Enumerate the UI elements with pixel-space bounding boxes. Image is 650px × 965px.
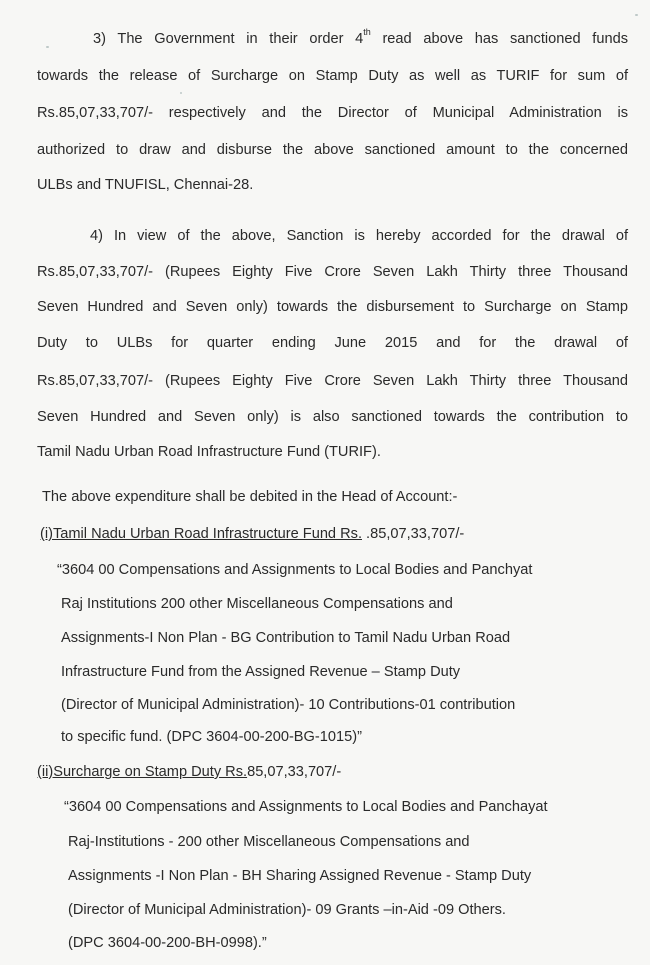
account-2-title: (ii)Surcharge on Stamp Duty Rs. xyxy=(37,764,248,780)
para3-line-5: ULBs and TNUFISL, Chennai-28. xyxy=(37,177,254,193)
scan-speck xyxy=(180,92,182,94)
account-1-line: Infrastructure Fund from the Assigned Revenue – Stamp Duty xyxy=(61,664,461,680)
para4-line-4: Duty to ULBs for quarter ending June 2015 and for the drawal of xyxy=(37,335,628,351)
para3-line-1: 3) The Government in their order 4th read above has sanctioned funds xyxy=(93,27,628,47)
account-2-line: “3604 00 Compensations and Assignments to Local Bodies and Panchayat xyxy=(64,799,548,815)
para4-line-5: Rs.85,07,33,707/- (Rupees Eighty Five Crore Seven Lakh Thirty three Thousand xyxy=(37,373,628,389)
account-1-heading xyxy=(40,524,464,544)
para4-line-6: Seven Hundred and Seven only) is also sanctioned towards the contribution to xyxy=(37,409,628,425)
account-2-line: Assignments -I Non Plan - BH Sharing Assigned Revenue - Stamp Duty xyxy=(68,868,532,884)
account-1-line: (Director of Municipal Administration)- 10 Contributions-01 contribution xyxy=(61,697,516,713)
scan-speck xyxy=(46,46,49,48)
para4-line-1: 4) In view of the above, Sanction is hereby accorded for the drawal of xyxy=(90,228,628,244)
account-1-amount: .85,07,33,707/- xyxy=(362,526,465,542)
account-1-line: Raj Institutions 200 other Miscellaneous Compensations and xyxy=(61,596,453,612)
account-2-line: (DPC 3604-00-200-BH-0998).” xyxy=(68,935,267,951)
account-1-title: (i)Tamil Nadu Urban Road Infrastructure Fund Rs. xyxy=(40,526,362,542)
scan-speck xyxy=(635,14,638,16)
para4-line-7: Tamil Nadu Urban Road Infrastructure Fund (TURIF). xyxy=(37,444,381,460)
account-1-line: to specific fund. (DPC 3604-00-200-BG-1015)” xyxy=(61,729,362,745)
para3-line-2: towards the release of Surcharge on Stamp Duty as well as TURIF for sum of xyxy=(37,68,628,84)
para3-line-3: Rs.85,07,33,707/- respectively and the Director of Municipal Administration is xyxy=(37,105,628,121)
para4-line-2: Rs.85,07,33,707/- (Rupees Eighty Five Crore Seven Lakh Thirty three Thousand xyxy=(37,264,628,280)
account-1-line: “3604 00 Compensations and Assignments to Local Bodies and Panchyat xyxy=(57,562,533,578)
account-2-amount: 85,07,33,707/- xyxy=(247,764,342,780)
account-2-line: Raj-Institutions - 200 other Miscellaneous Compensations and xyxy=(68,834,470,850)
expenditure-intro: The above expenditure shall be debited in the Head of Account:- xyxy=(42,489,458,505)
para4-line-3: Seven Hundred and Seven only) towards the disbursement to Surcharge on Stamp xyxy=(37,299,628,315)
account-2-line: (Director of Municipal Administration)- 09 Grants –in-Aid -09 Others. xyxy=(68,902,506,918)
account-1-line: Assignments-I Non Plan - BG Contribution to Tamil Nadu Urban Road xyxy=(61,630,511,646)
account-2-heading xyxy=(37,762,341,782)
para3-line-4: authorized to draw and disburse the above sanctioned amount to the concerned xyxy=(37,142,628,158)
